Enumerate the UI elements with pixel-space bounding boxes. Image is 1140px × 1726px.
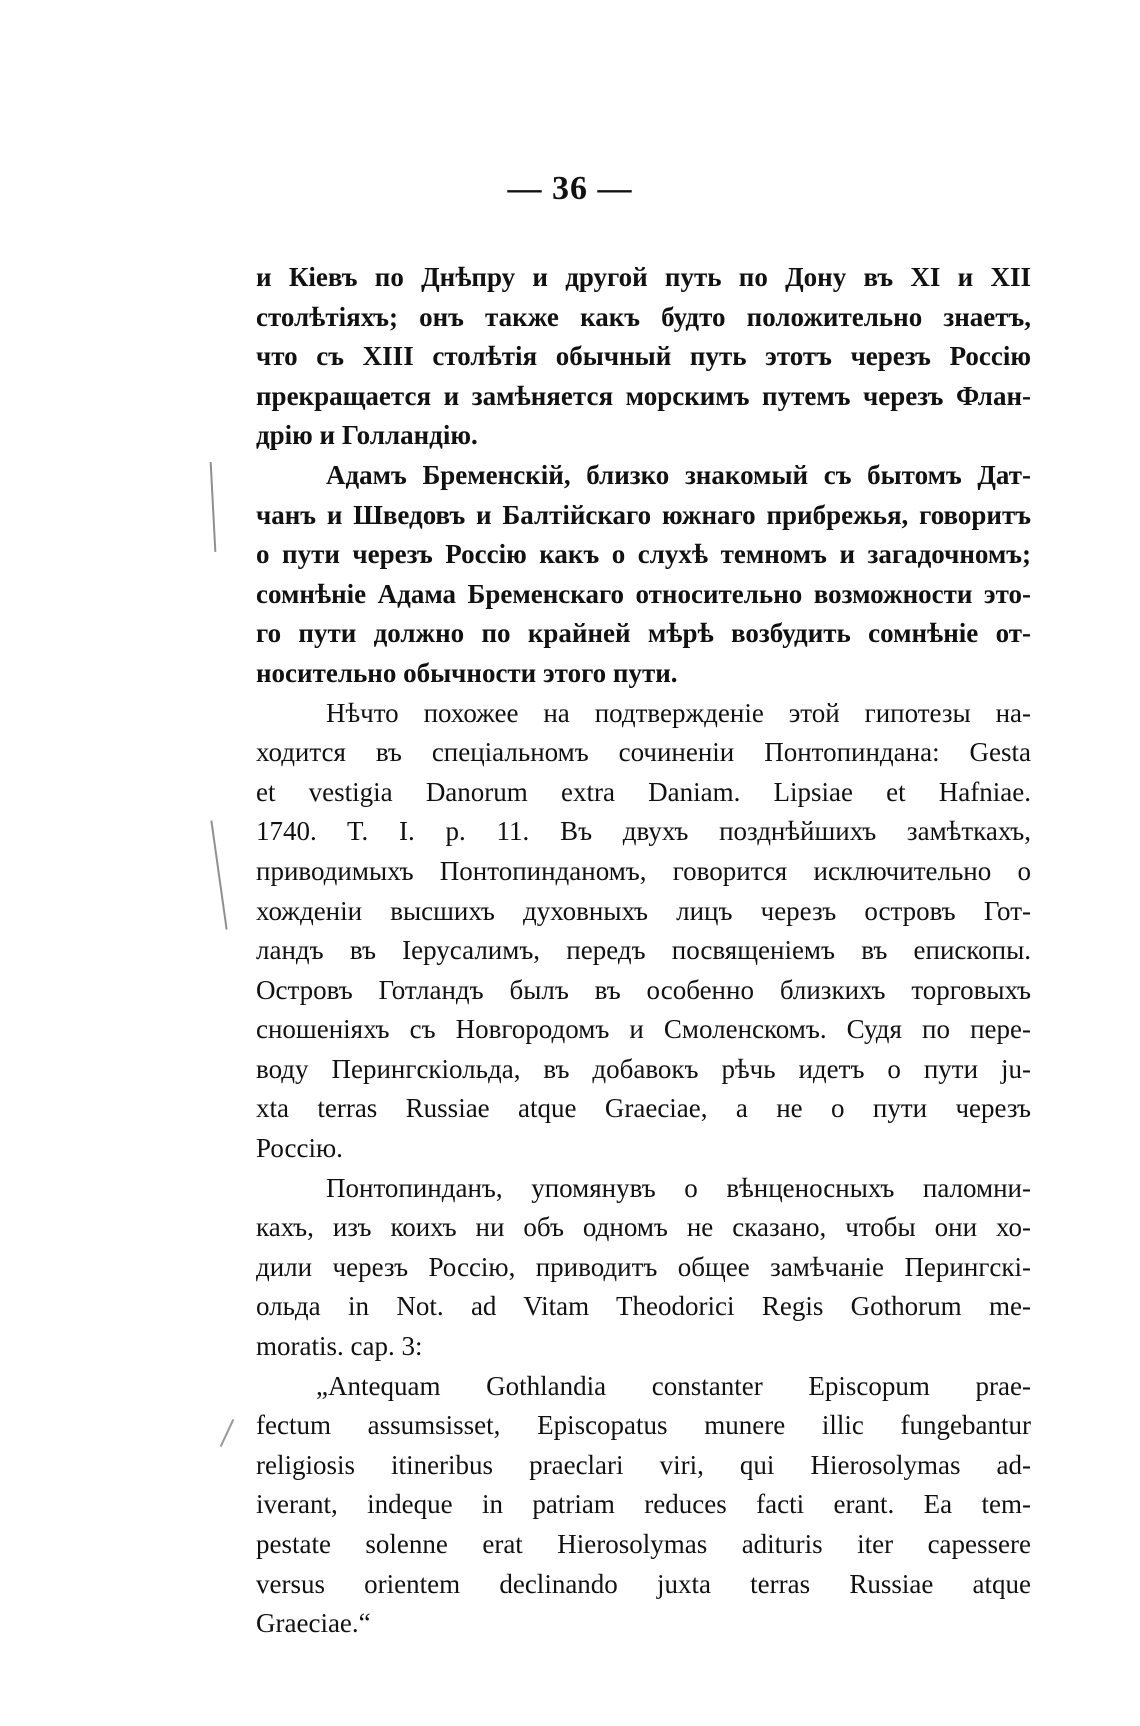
paragraph-4 xyxy=(256,1169,1031,1367)
paragraph-line: что съ XIII столѣтія обычный путь этотъ черезъ Россію xyxy=(256,341,1031,372)
paragraph-line: воду Перингскіольда, въ добавокъ рѣчь идетъ о пути ju- xyxy=(256,1053,1031,1084)
paragraph-3 xyxy=(256,694,1031,1169)
paragraph-line: fectum assumsisset, Episcopatus munere illic fungebantur xyxy=(256,1410,1031,1441)
paragraph-line: Адамъ Бременскій, близко знакомый съ бытомъ Дат- xyxy=(326,459,1031,490)
margin-mark-3 xyxy=(220,1419,234,1447)
paragraph-line: pestate solenne erat Hierosolymas adituris iter capessere xyxy=(256,1529,1031,1559)
paragraph-line: го пути должно по крайней мѣрѣ возбудить сомнѣніе от- xyxy=(256,618,1031,649)
paragraph-line: et vestigia Danorum extra Daniam. Lipsiae et Hafniae. xyxy=(256,776,1031,807)
paragraph-line: religiosis itineribus praeclari viri, qui Hierosolymas ad- xyxy=(256,1449,1031,1480)
paragraph-line: versus orientem declinando juxta terras Russiae atque xyxy=(256,1568,1031,1599)
paragraph-line: столѣтіяхъ; онъ также какъ будто положительно знаетъ, xyxy=(256,301,1031,332)
paragraph-line: сомнѣніе Адама Бременскаго относительно возможности это- xyxy=(256,578,1031,609)
body-text xyxy=(256,258,1031,1644)
margin-mark-2 xyxy=(210,820,227,929)
paragraph-line: ольда in Not. ad Vitam Theodorici Regis Gothorum me- xyxy=(256,1291,1031,1322)
page-number: — 36 — xyxy=(507,170,633,207)
paragraph-line: дили черезъ Россію, приводитъ общее замѣчаніе Перингскі- xyxy=(256,1251,1031,1282)
paragraph-line: и Кіевъ по Днѣпру и другой путь по Дону въ XI и XII xyxy=(256,262,1031,292)
paragraph-line: 1740. T. I. p. 11. Въ двухъ позднѣйшихъ замѣткахъ, xyxy=(256,816,1031,847)
paragraph-line: Россію. xyxy=(256,1133,343,1164)
paragraph-line: xta terras Russiae atque Graeciae, а не о пути черезъ xyxy=(256,1093,1031,1124)
paragraph-line: moratis. cap. 3: xyxy=(256,1331,423,1362)
paragraph-line: дрію и Голландію. xyxy=(256,420,478,451)
paragraph-line: Graeciae.“ xyxy=(256,1608,371,1639)
margin-mark-1 xyxy=(210,462,217,552)
paragraph-line: сношеніяхъ съ Новгородомъ и Смоленскомъ. Судя по пере- xyxy=(256,1014,1031,1045)
latin-quotation xyxy=(256,1367,1031,1644)
paragraph-line: Понтопинданъ, упомянувъ о вѣнценосныхъ паломни- xyxy=(326,1172,1031,1203)
paragraph-line: о пути черезъ Россію какъ о слухѣ темномъ и загадочномъ; xyxy=(256,539,1031,570)
paragraph-line: ландъ въ Іерусалимъ, передъ посвященіемъ въ епископы. xyxy=(256,935,1031,966)
paragraph-1 xyxy=(256,258,1031,456)
paragraph-line: хожденіи высшихъ духовныхъ лицъ черезъ островъ Гот- xyxy=(256,895,1031,926)
paragraph-line: Островъ Готландъ былъ въ особенно близкихъ торговыхъ xyxy=(256,974,1031,1005)
paragraph-line: прекращается и замѣняется морскимъ путемъ черезъ Флан- xyxy=(256,380,1031,411)
paragraph-line: iverant, indeque in patriam reduces facti erant. Ea tem- xyxy=(256,1489,1031,1520)
paragraph-line: приводимыхъ Понтопинданомъ, говорится исключительно о xyxy=(256,855,1031,886)
paragraph-line: носительно обычности этого пути. xyxy=(256,657,678,688)
paragraph-line: ходится въ спеціальномъ сочиненіи Понтопиндана: Gesta xyxy=(256,737,1031,768)
paragraph-line: „Antequam Gothlandia constanter Episcopum prae- xyxy=(316,1370,1031,1401)
paragraph-line: кахъ, изъ коихъ ни объ одномъ не сказано, чтобы они хо- xyxy=(256,1212,1031,1243)
paragraph-line: Нѣчто похожее на подтвержденіе этой гипотезы на- xyxy=(326,697,1031,728)
paragraph-2 xyxy=(256,456,1031,694)
paragraph-line: чанъ и Шведовъ и Балтійскаго южнаго прибрежья, говоритъ xyxy=(256,499,1031,530)
